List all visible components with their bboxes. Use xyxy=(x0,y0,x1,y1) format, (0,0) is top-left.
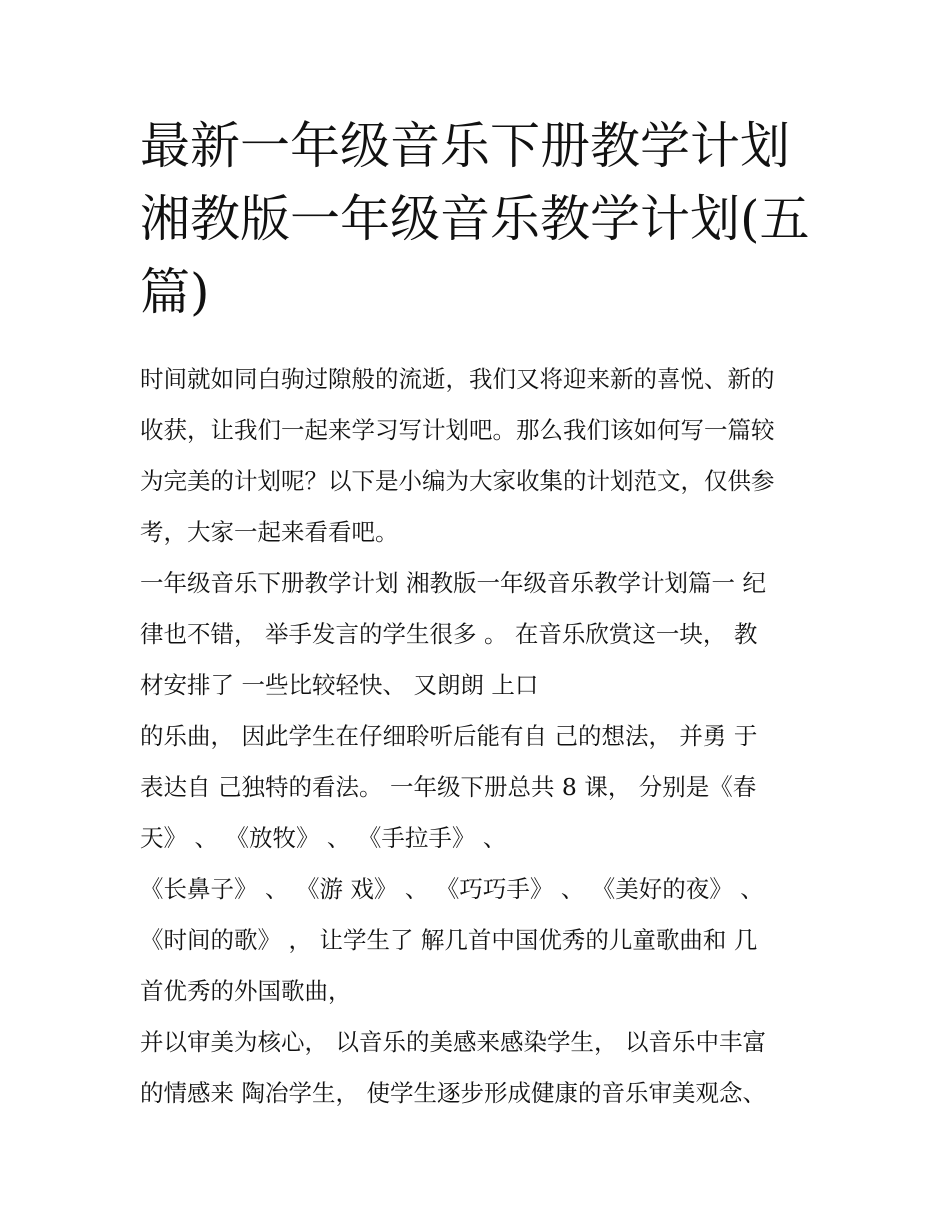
body-line: 《时间的歌》 ， 让学生了 解几首中国优秀的儿童歌曲和 几 xyxy=(140,926,758,954)
title-line: 最新一年级音乐下册教学计划 xyxy=(140,117,790,175)
body-line: 材安排了 一些比较轻快、 又朗朗 上口 xyxy=(140,671,539,699)
body-line: 《长鼻子》 、 《游 戏》 、 《巧巧手》 、 《美好的夜》 、 xyxy=(140,875,764,903)
body-line: 并以审美为核心， 以音乐的美感来感染学生， 以音乐中丰富 xyxy=(140,1028,766,1056)
body-line: 的乐曲， 因此学生在仔细聆听后能有自 己的想法， 并勇 于 xyxy=(140,722,758,750)
body-line: 首优秀的外国歌曲， xyxy=(140,977,352,1005)
body-line: 一年级音乐下册教学计划 湘教版一年级音乐教学计划篇一 纪 xyxy=(140,569,766,597)
document-body xyxy=(140,354,830,1119)
body-line: 天》 、 《放牧》 、 《手拉手》 、 xyxy=(140,824,507,852)
body-line: 律也不错， 举手发言的学生很多 。 在音乐欣赏这一块， 教 xyxy=(140,620,758,648)
body-line: 时间就如同白驹过隙般的流逝，我们又将迎来新的喜悦、新的 xyxy=(140,365,775,393)
body-line: 的情感来 陶冶学生， 使学生逐步形成健康的音乐审美观念、 xyxy=(140,1079,766,1107)
title-line: 湘教版一年级音乐教学计划(五 xyxy=(140,190,810,248)
body-line: 表达自 己独特的看法。 一年级下册总共 8 课， 分别是《春 xyxy=(140,773,757,801)
document-title xyxy=(140,110,830,329)
body-line: 为完美的计划呢？以下是小编为大家收集的计划范文，仅供参 xyxy=(140,467,775,495)
title-line: 篇) xyxy=(140,263,210,321)
body-line: 收获，让我们一起来学习写计划吧。那么我们该如何写一篇较 xyxy=(140,416,775,444)
body-line: 考，大家一起来看看吧。 xyxy=(140,518,399,546)
